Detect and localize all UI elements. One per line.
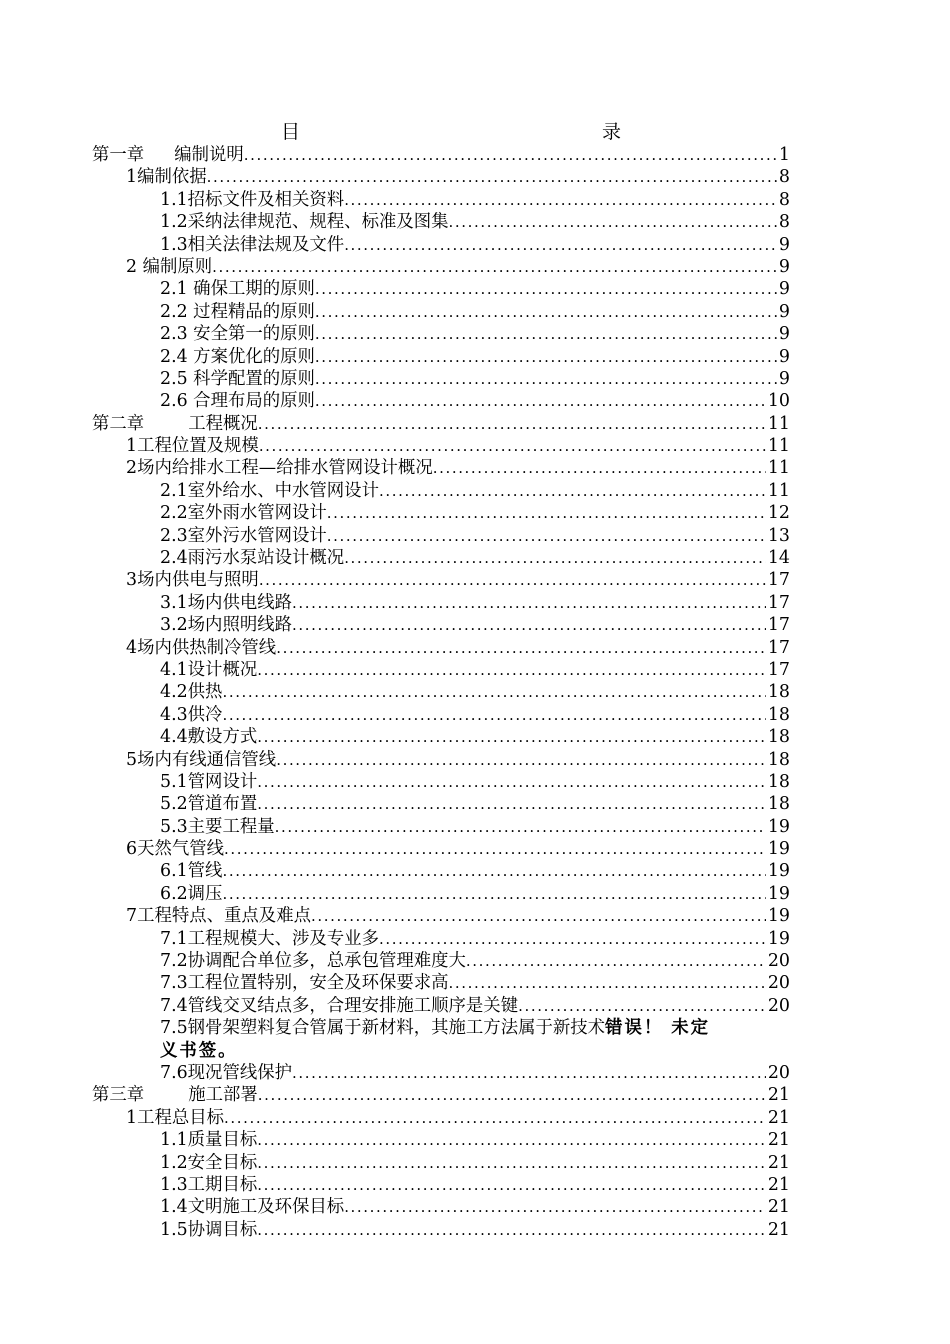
dot-leader [258,1084,766,1106]
toc-entry-label: 5.1管网设计 [160,771,258,792]
toc-entry-label: 2.1 确保工期的原则 [160,279,315,300]
dot-leader [292,1062,766,1084]
toc-entry-label: 2.3室外污水管网设计 [160,525,327,546]
toc-entry-label: 4.1设计概况 [160,659,258,680]
toc-entry-label: 5.3主要工程量 [160,816,275,837]
toc-entry-label: 2.4雨污水泵站设计概况 [160,548,345,569]
toc-entry-label: 7工程特点、重点及难点 [126,906,311,927]
dot-leader [327,525,766,547]
dot-leader [292,614,766,636]
toc-entry[interactable] [92,861,790,883]
toc-entry-label: 7.4管线交叉结点多，合理安排施工顺序是关键 [160,995,519,1016]
dot-leader [379,480,766,502]
toc-entry-label: 1工程总目标 [126,1107,225,1128]
toc-entry[interactable] [92,659,790,681]
page-number: 9 [778,346,790,367]
page-number: 21 [767,1130,790,1151]
toc-entry-label: 1.5协调目标 [160,1219,258,1240]
toc-entry-label: 1编制依据 [126,167,207,188]
dot-leader [344,1196,766,1218]
dot-leader [257,1129,766,1151]
toc-entry[interactable] [92,525,790,547]
toc-entry-chapter[interactable] [92,413,790,435]
toc-entry-label: 4.2供热 [160,682,223,703]
toc-entry-label: 7.6现况管线保护 [160,1063,293,1084]
toc-entry[interactable] [92,323,790,345]
toc-entry-label: 6天然气管线 [126,839,225,860]
page-number: 8 [778,212,790,233]
page-number: 18 [767,771,790,792]
toc-entry[interactable] [92,435,790,457]
page-number: 19 [767,883,790,904]
toc-entry[interactable] [92,749,790,771]
toc-entry-label: 施工部署 [188,1085,258,1106]
toc-entry[interactable] [92,1107,790,1129]
toc-entry[interactable] [92,838,790,860]
page-number: 19 [767,928,790,949]
toc-entry[interactable] [92,614,790,636]
toc-entry[interactable] [92,995,790,1017]
page-number: 9 [778,324,790,345]
page-number: 20 [767,973,790,994]
dot-leader [315,368,777,390]
page-number: 19 [767,861,790,882]
toc-entry[interactable] [92,972,790,994]
toc-entry-label: 2.2室外雨水管网设计 [160,503,327,524]
toc-entry[interactable] [92,390,790,412]
toc-entry[interactable] [92,1062,790,1084]
toc-entry[interactable] [92,368,790,390]
dot-leader [258,413,766,435]
chapter-prefix: 第一章 [92,144,145,165]
toc-entry[interactable] [92,793,790,815]
dot-leader [433,457,766,479]
chapter-prefix: 第三章 [92,1085,145,1106]
page-number: 21 [767,1085,790,1106]
dot-leader [212,256,777,278]
page-number: 19 [767,906,790,927]
toc-entry-label: 2 编制原则 [126,256,213,277]
toc-entry[interactable] [92,166,790,188]
toc-entry-label: 1.2安全目标 [160,1152,258,1173]
page-number: 21 [767,1219,790,1240]
toc-entry[interactable] [92,816,790,838]
toc-entry-label: 1.1招标文件及相关资料 [160,189,345,210]
page-number: 21 [767,1197,790,1218]
toc-entry[interactable] [92,346,790,368]
toc-entry-label: 7.3工程位置特别，安全及环保要求高 [160,973,449,994]
toc-entry-label: 2场内给排水工程—给排水管网设计概况 [126,458,433,479]
toc-entry[interactable] [92,502,790,524]
dot-leader [315,346,777,368]
dot-leader [379,928,766,950]
page-number: 11 [767,458,790,479]
toc-entry[interactable] [92,905,790,927]
dot-leader [244,144,777,166]
toc-entry[interactable] [92,1152,790,1174]
toc-entry[interactable] [92,547,790,569]
toc-entry-label: 1工程位置及规模 [126,436,259,457]
dot-leader [327,502,766,524]
dot-leader [315,278,777,300]
dot-leader [257,771,766,793]
page-number: 9 [778,279,790,300]
page-number: 18 [767,794,790,815]
dot-leader [259,435,766,457]
toc-entry-label: 6.2调压 [160,883,223,904]
page-number: 8 [778,189,790,210]
dot-leader [207,166,777,188]
dot-leader [257,1152,766,1174]
dot-leader [224,1107,766,1129]
page-number: 14 [767,548,790,569]
toc-entry-label: 1.3工期目标 [160,1174,258,1195]
toc-entry-label: 2.3 安全第一的原则 [160,324,315,345]
dot-leader [257,1174,766,1196]
bookmark-error-text-continued: 义书签。 [160,1040,238,1061]
toc-entry[interactable] [92,950,790,972]
page-number: 21 [767,1174,790,1195]
page-number: 13 [767,525,790,546]
toc-entry[interactable] [92,883,790,905]
toc-entry[interactable] [92,256,790,278]
page-number: 18 [767,727,790,748]
page-number: 11 [767,436,790,457]
toc-entry[interactable] [92,278,790,300]
page-number: 9 [778,368,790,389]
toc-entry[interactable] [92,1129,790,1151]
toc-entry-label: 2.5 科学配置的原则 [160,368,315,389]
dot-leader [275,816,766,838]
page-number: 17 [767,615,790,636]
bookmark-error-text: 错误！ 未定 [605,1018,711,1039]
page-number: 18 [767,749,790,770]
page-number: 20 [767,995,790,1016]
page-number: 11 [767,413,790,434]
dot-leader [315,390,766,412]
toc-entry[interactable] [92,637,790,659]
dot-leader [222,704,765,726]
toc-entry-label: 1.2采纳法律规范、规程、标准及图集 [160,212,449,233]
toc-entry[interactable] [92,189,790,211]
page-number: 18 [767,704,790,725]
page-number: 18 [767,682,790,703]
dot-leader [311,905,766,927]
toc-entry-label: 4.3供冷 [160,704,223,725]
toc-entry-label: 2.4 方案优化的原则 [160,346,315,367]
toc-entry[interactable] [92,771,790,793]
toc-entry-label: 3.1场内供电线路 [160,592,293,613]
toc-entry-label: 2.2 过程精品的原则 [160,301,315,322]
page-number: 11 [767,480,790,501]
toc-entry-label: 5.2管道布置 [160,794,258,815]
toc-title: 目 录 [280,121,709,143]
dot-leader [518,995,766,1017]
toc-entry[interactable] [92,681,790,703]
toc-entry-label: 6.1管线 [160,861,223,882]
page-number: 17 [767,637,790,658]
toc-entry[interactable] [92,480,790,502]
dot-leader [259,569,766,591]
page-number: 10 [767,391,790,412]
toc-entry-label: 1.1质量目标 [160,1130,258,1151]
toc-entry[interactable] [92,704,790,726]
dot-leader [344,234,777,256]
toc-entry-error[interactable] [92,1017,950,1062]
page-number: 9 [778,256,790,277]
page-number: 20 [767,1063,790,1084]
dot-leader [222,681,765,703]
toc-entry-label: 3场内供电与照明 [126,570,259,591]
toc-entry-label: 7.1工程规模大、涉及专业多 [160,928,379,949]
dot-leader [257,1219,766,1241]
toc-entry-label: 3.2场内照明线路 [160,615,293,636]
page-number: 20 [767,951,790,972]
toc-entry-label: 5场内有线通信管线 [126,749,277,770]
toc-entry[interactable] [92,301,790,323]
page-number: 17 [767,659,790,680]
toc-entry[interactable] [92,234,790,256]
page-number: 19 [767,816,790,837]
dot-leader [222,861,765,883]
chapter-prefix: 第二章 [92,413,145,434]
toc-entry[interactable] [92,928,790,950]
toc-entry[interactable] [92,211,790,233]
toc-entry-label: 7.5钢骨架塑料复合管属于新材料，其施工方法属于新技术 [160,1018,606,1039]
toc-entry-label: 4.4敷设方式 [160,727,258,748]
dot-leader [257,793,766,815]
page-number: 17 [767,570,790,591]
page-number: 8 [778,167,790,188]
page-number: 12 [767,503,790,524]
dot-leader [315,301,777,323]
page-number: 21 [767,1152,790,1173]
toc-entry-label: 1.3相关法律法规及文件 [160,234,345,255]
toc-entry[interactable] [92,726,790,748]
dot-leader [292,592,766,614]
toc-entry[interactable] [92,1196,790,1218]
table-of-contents [92,144,790,1241]
dot-leader [257,659,766,681]
dot-leader [344,189,777,211]
dot-leader [276,637,766,659]
page-number: 9 [778,234,790,255]
toc-entry[interactable] [92,569,790,591]
toc-entry-label: 1.4文明施工及环保目标 [160,1197,345,1218]
toc-entry-label: 2.6 合理布局的原则 [160,391,315,412]
dot-leader [466,950,766,972]
toc-entry[interactable] [92,1219,790,1241]
dot-leader [344,547,766,569]
toc-entry[interactable] [92,592,790,614]
dot-leader [222,883,765,905]
toc-entry-chapter[interactable] [92,144,790,166]
toc-entry-label: 编制说明 [174,144,244,165]
dot-leader [224,838,766,860]
page-number: 1 [778,144,790,165]
page-number: 9 [778,301,790,322]
dot-leader [449,972,766,994]
page-number: 21 [767,1107,790,1128]
page-number: 19 [767,839,790,860]
dot-leader [315,323,777,345]
toc-entry-label: 2.1室外给水、中水管网设计 [160,480,379,501]
dot-leader [257,726,766,748]
dot-leader [449,211,777,233]
toc-entry-label: 4场内供热制冷管线 [126,637,277,658]
page-number: 17 [767,592,790,613]
toc-entry-chapter[interactable] [92,1084,790,1106]
toc-entry-label: 7.2协调配合单位多，总承包管理难度大 [160,951,466,972]
dot-leader [276,749,766,771]
toc-entry[interactable] [92,1174,790,1196]
toc-entry-label: 工程概况 [188,413,258,434]
toc-entry[interactable] [92,457,790,479]
